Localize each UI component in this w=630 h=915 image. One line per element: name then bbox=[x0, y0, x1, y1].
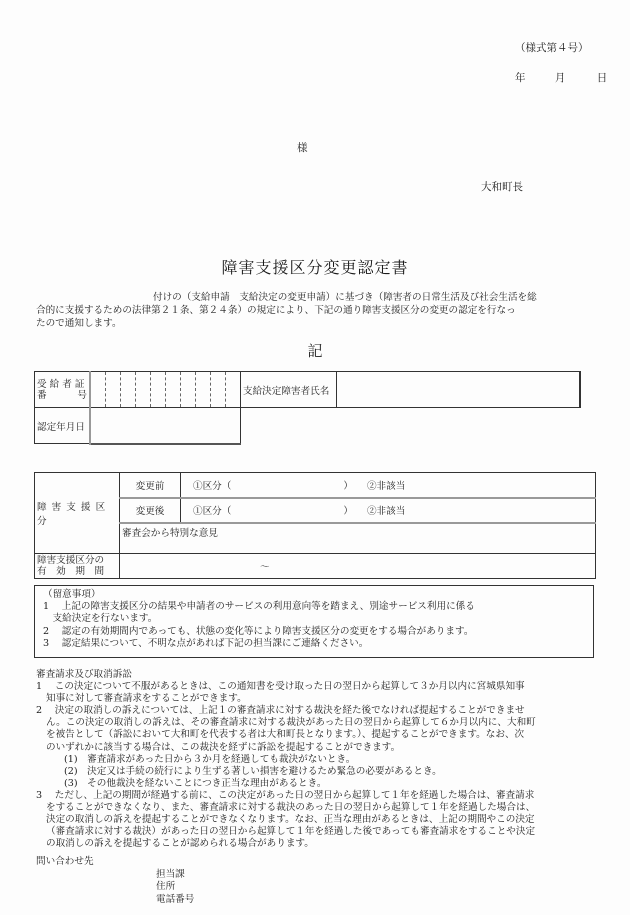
date-year: 年 bbox=[515, 72, 526, 84]
digit-cell[interactable] bbox=[166, 372, 181, 408]
digit-cell[interactable] bbox=[106, 372, 121, 408]
note-item: 2 認定の有効期間内であっても、状態の変化等により障害支援区分の変更をする場合があります。 bbox=[43, 625, 474, 637]
note-item: 支給決定を行ないます。 bbox=[43, 613, 158, 625]
digit-cell[interactable] bbox=[121, 372, 136, 408]
label-top: 受 給 者 証 bbox=[37, 378, 85, 390]
label-bottom-right: 号 bbox=[77, 389, 87, 401]
digit-cell[interactable] bbox=[226, 372, 241, 408]
contact-phone: 電話番号 bbox=[156, 893, 195, 905]
appeal-line: 1 この決定について不服があるときは、この通知書を受け取った日の翌日から起算して３か月以内に宮城県知事 bbox=[36, 681, 525, 693]
intro-paragraph bbox=[36, 291, 596, 330]
committee-opinion[interactable] bbox=[120, 523, 596, 554]
appeal-line: (1) 審査請求があった日から３か月を経過しても裁決がないとき。 bbox=[64, 753, 356, 765]
cert-date-label: 認定年月日 bbox=[35, 408, 91, 444]
before-label: 変更前 bbox=[120, 473, 181, 498]
option-1: ①区分（ bbox=[193, 506, 232, 517]
validity-label bbox=[35, 554, 120, 579]
after-value[interactable] bbox=[181, 498, 596, 523]
appeal-line: をすることができなくなり、また、審査請求に対する裁決のあった日の翌日から起算して１年を経過した場合は、 bbox=[46, 802, 536, 814]
appeal-line: (3) その他裁決を経ないことにつき正当な理由があるとき。 bbox=[64, 777, 327, 789]
digit-cell[interactable] bbox=[196, 372, 211, 408]
name-value[interactable] bbox=[337, 372, 581, 408]
validity-separator: ～ bbox=[260, 562, 270, 573]
contact-department: 担当課 bbox=[156, 868, 185, 880]
validity-label-1: 障害支援区分の bbox=[37, 555, 105, 566]
appeal-line: 決定の取消しの訴えを提起することができなくなります。なお、正当な理由があるときは、上記の期間やこの決定 bbox=[46, 814, 535, 826]
contact-section bbox=[36, 856, 194, 906]
appeal-line: のいずれかに該当する場合は、この裁決を経ずに訴訟を提起することができます。 bbox=[46, 741, 401, 753]
label-bottom-left: 番 bbox=[37, 389, 47, 401]
addressee-suffix: 様 bbox=[297, 142, 308, 154]
issue-date bbox=[515, 70, 607, 85]
form-number: （様式第４号） bbox=[515, 42, 589, 54]
name-label: 支給決定障害者氏名 bbox=[241, 372, 337, 408]
option-1: ①区分（ bbox=[193, 480, 232, 492]
support-category-table bbox=[34, 472, 596, 579]
appeal-line: (2) 決定又は手続の続行により生ずる著しい損害を避けるため緊急の必要があるとき。 bbox=[64, 765, 442, 777]
recipient-table bbox=[34, 371, 581, 445]
document-title: 障害支援区分変更認定書 bbox=[221, 258, 409, 277]
appeal-heading: 審査請求及び取消訴訟 bbox=[36, 669, 132, 680]
date-month: 月 bbox=[554, 72, 566, 84]
cert-date-value[interactable] bbox=[90, 408, 241, 444]
appeal-section bbox=[36, 669, 602, 850]
category-label: 障 害 支 援 区 分 bbox=[35, 473, 120, 554]
validity-label-2: 有 効 期 間 bbox=[37, 566, 105, 577]
appeal-line: を被告として（訴訟において大和町を代表する者は大和町長となります。）、提起することができます。なお、次 bbox=[46, 729, 525, 741]
note-item: 1 上記の障害支援区分の結果や申請者のサービスの利用意向等を踏まえ、別途サービス利用に係る bbox=[43, 601, 475, 613]
after-label: 変更後 bbox=[120, 498, 181, 523]
date-day: 日 bbox=[596, 72, 608, 84]
issuer: 大和町長 bbox=[481, 181, 523, 193]
contact-heading: 問い合わせ先 bbox=[36, 856, 94, 867]
digit-cell[interactable] bbox=[151, 372, 166, 408]
appeal-line: 2 決定の取消しの訴えについては、上記１の審査請求に対する裁決を経た後でなければ提起することができませ bbox=[36, 705, 525, 717]
digit-cell[interactable] bbox=[181, 372, 196, 408]
appeal-line: 知事に対して審査請求をすることができます。 bbox=[46, 693, 247, 705]
appeal-line: ん。この決定の取消しの訴えは、その審査請求に対する裁決があった日の翌日から起算して６か月以内に、大和町 bbox=[46, 717, 536, 729]
intro-line-1: 付けの（支給申請 支給決定の変更申請）に基づき（障害者の日常生活及び社会生活を総 bbox=[153, 292, 537, 303]
notes-box bbox=[34, 585, 594, 658]
digit-cell[interactable] bbox=[136, 372, 151, 408]
recipient-number-label bbox=[35, 372, 91, 408]
option-1-close: ） bbox=[343, 480, 353, 492]
contact-address: 住所 bbox=[156, 881, 176, 892]
option-2: ②非該当 bbox=[366, 506, 406, 517]
committee-opinion-label: 審査会から特別な意見 bbox=[122, 527, 218, 539]
ki-heading: 記 bbox=[307, 342, 323, 360]
digit-cell[interactable] bbox=[90, 372, 106, 408]
option-1-close: ） bbox=[343, 506, 353, 517]
before-value[interactable] bbox=[181, 473, 596, 498]
note-item: 3 認定結果について、不明な点があれば下記の担当課にご連絡ください。 bbox=[43, 637, 369, 649]
intro-line-3: たので通知します。 bbox=[36, 318, 122, 329]
intro-line-2: 合的に支援するための法律第２１条、第２４条）の規定により、下記の通り障害支援区分の変更の認定を行なっ bbox=[36, 305, 516, 316]
appeal-line: 3 ただし、上記の期間が経過する前に、この決定があった日の翌日から起算して１年を経過した場合は、審査請求 bbox=[36, 789, 535, 801]
appeal-line: （審査請求に対する裁決）があった日の翌日から起算して１年を経過した後であっても審査請求をすることや決定 bbox=[46, 826, 536, 838]
appeal-line: の取消しの訴えを提起することが認められる場合があります。 bbox=[46, 838, 314, 850]
validity-period[interactable] bbox=[120, 554, 596, 579]
notes-heading: （留意事項） bbox=[43, 589, 101, 600]
digit-cell[interactable] bbox=[211, 372, 226, 408]
option-2: ②非該当 bbox=[366, 480, 406, 492]
